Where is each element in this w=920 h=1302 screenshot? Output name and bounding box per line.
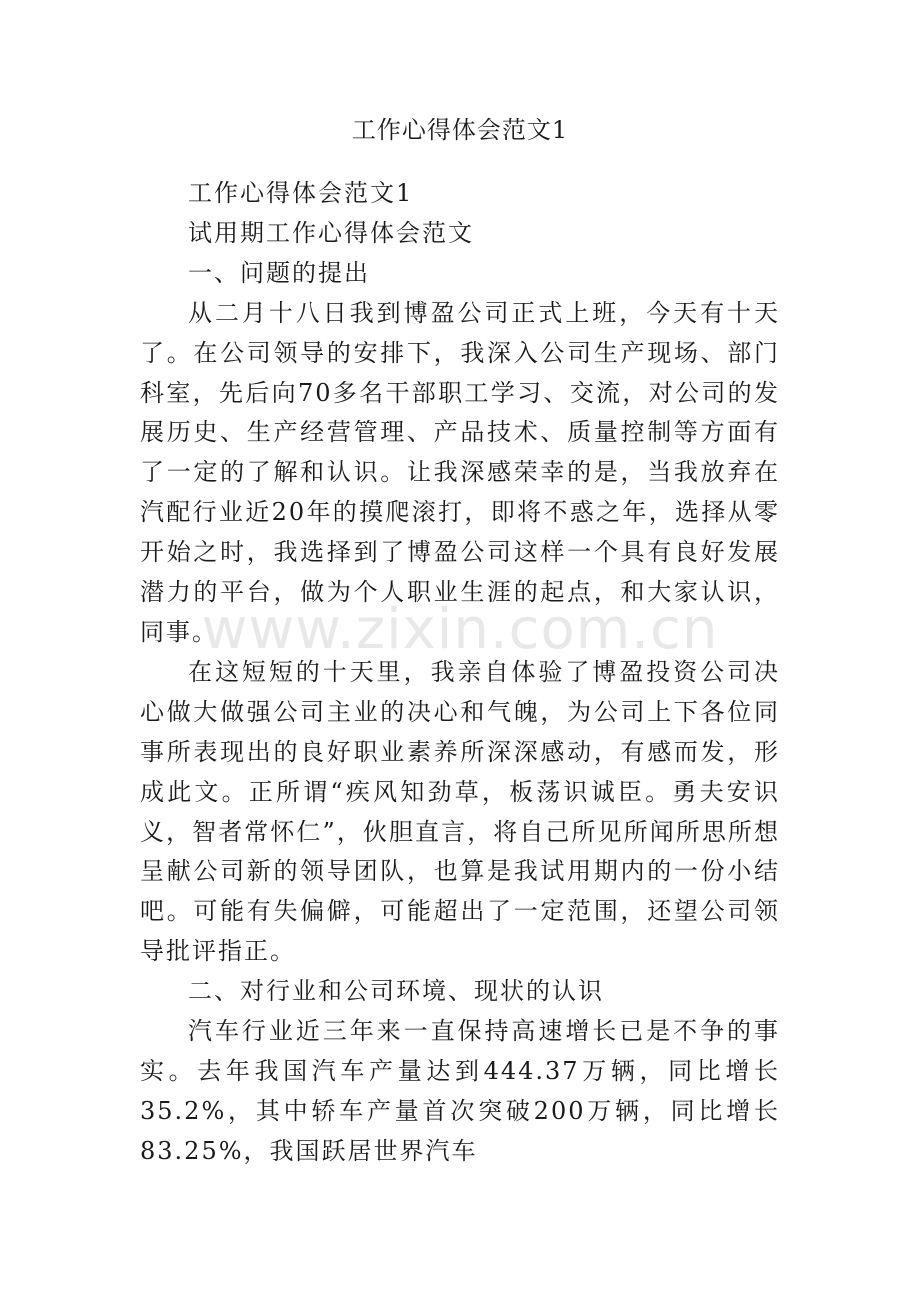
paragraph: 在这短短的十天里，我亲自体验了博盈投资公司决心做大做强公司主业的决心和气魄，为公司上下各位同事所表现出的良好职业素养所深深感动，有感而发，形成此文。正所谓“疾风知劲草，板荡识诚臣。勇夫安识义，智者常怀仁”，伙胆直言，将自己所见所闻所思所想呈献公司新的领导团队，也算是我试用期内的一份小结吧。可能有失偏僻，可能超出了一定范围，还望公司领导批评指正。 — [140, 657, 780, 966]
paragraph-subtitle: 试用期工作心得体会范文 — [188, 218, 474, 247]
document-title: 工作心得体会范文1 — [351, 116, 569, 144]
watermark: www.zixin.com.cn — [201, 597, 719, 662]
paragraph: 从二月十八日我到博盈公司正式上班，今天有十天了。在公司领导的安排下，我深入公司生产现场、部门科室，先后向70多名干部职工学习、交流，对公司的发展历史、生产经营管理、产品技术、质量控制等方面有了一定的了解和认识。让我深感荣幸的是，当我放弃在汽配行业近20年的摸爬滚打，即将不惑之年，选择从零开始之时，我选择到了博盈公司这样一个具有良好发展潜力的平台，做为个人职业生涯的起点，和大家认识，同事。 — [140, 298, 780, 646]
paragraph-heading: 工作心得体会范文1 — [188, 179, 414, 207]
paragraph: 汽车行业近三年来一直保持高速增长已是不争的事实。去年我国汽车产量达到444.37万辆，同比增长35.2%，其中轿车产量首次突破200万辆，同比增长83.25%，我国跃居世界汽车 — [140, 1017, 780, 1165]
section-heading-1: 一、问题的提出 — [188, 258, 370, 287]
section-heading-2: 二、对行业和公司环境、现状的认识 — [188, 977, 604, 1006]
document-body — [140, 174, 780, 1172]
